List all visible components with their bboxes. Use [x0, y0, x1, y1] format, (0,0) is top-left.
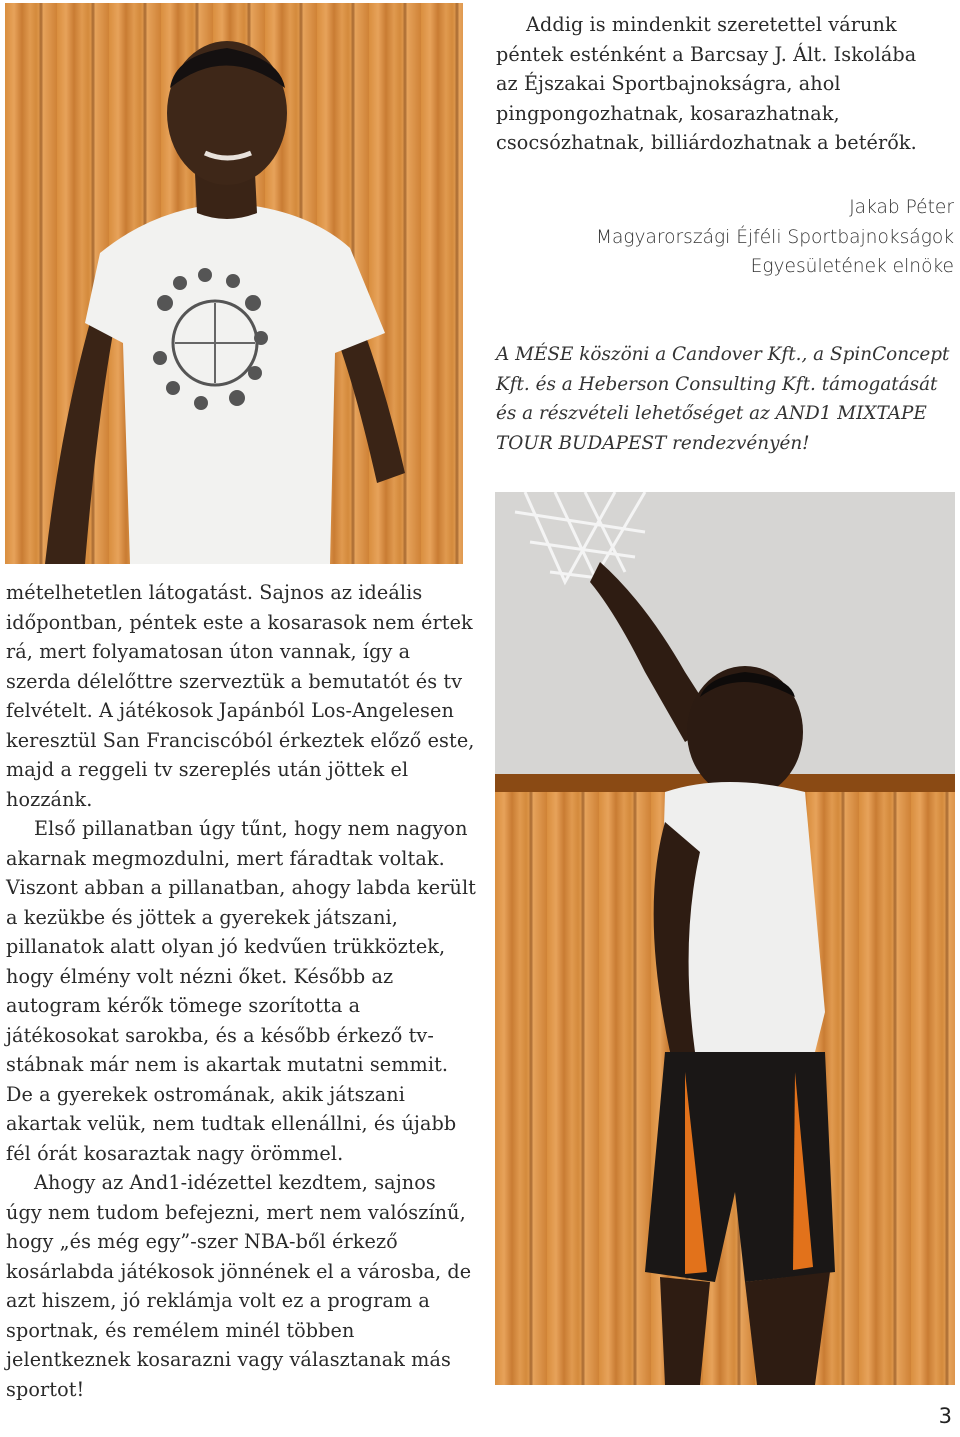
intro-paragraph: Addig is mindenkit szeretettel várunk péntek esténként a Barcsay J. Ált. Iskolába az Éjszakai Sportbajnokságra, ahol pingpongozhatnak, kosarazhatnak, csocsózhatnak, billiárdozhatnak a betérők. — [496, 13, 917, 154]
player-portrait-photo — [5, 3, 463, 564]
player-dunk-illustration — [495, 492, 955, 1385]
body-paragraph-3: Ahogy az And1-idézettel kezdtem, sajnos úgy nem tudom befejezni, mert nem valószínű, hogy „és még egy”-szer NBA-ből érkező kosárlabda játékosok jönnének el a városba, de azt hiszem, jó reklámja volt ez a program a sportnak, és remélem minél többen jelentkeznek kosarazni vagy választanak más sportot! — [6, 1171, 472, 1401]
signature-org-line2: Egyesületének elnöke — [750, 256, 954, 277]
signature-name: Jakab Péter — [849, 197, 954, 218]
body-paragraph-1: mételhetetlen látogatást. Sajnos az ideális időpontban, péntek este a kosarasok nem értek rá, mert folyamatosan úton vannak, így a szerda délelőttre szerveztük a bemutatót és tv felvételt. A játékosok Japánból Los-Angelesen keresztül San Franciscóból érkeztek előző este, majd a reggeli tv szereplés után jöttek el hozzánk. — [6, 581, 475, 811]
intro-text — [496, 10, 936, 158]
signature-block — [534, 193, 954, 282]
player-portrait-illustration — [5, 3, 463, 564]
player-dunk-photo — [495, 492, 955, 1385]
article-body — [6, 578, 476, 1404]
page-number: 3 — [938, 1404, 952, 1428]
thanks-note: A MÉSE köszöni a Candover Kft., a SpinConcept Kft. és a Heberson Consulting Kft. támogatását és a részvételi lehetőséget az AND1 MIXTAPE TOUR BUDAPEST rendezvényén! — [496, 344, 950, 454]
signature-org-line1: Magyarországi Éjféli Sportbajnokságok — [595, 226, 954, 248]
body-paragraph-2: Első pillanatban úgy tűnt, hogy nem nagyon akarnak megmozdulni, mert fáradtak voltak. Viszont abban a pillanatban, ahogy labda került a kezükbe és jöttek a gyerekek játszani, pillanatok alatt olyan jó kedvűen trükköztek, hogy élmény volt nézni őket. Később az autogram kérők tömege szorította a játékosokat sarokba, és a később érkező tv-stábnak már nem is akartak mutatni semmit. De a gyerekek ostromának, akik játszani akartak velük, nem tudtak ellenállni, és újabb fél órát kosaraztak nagy örömmel. — [6, 817, 476, 1165]
